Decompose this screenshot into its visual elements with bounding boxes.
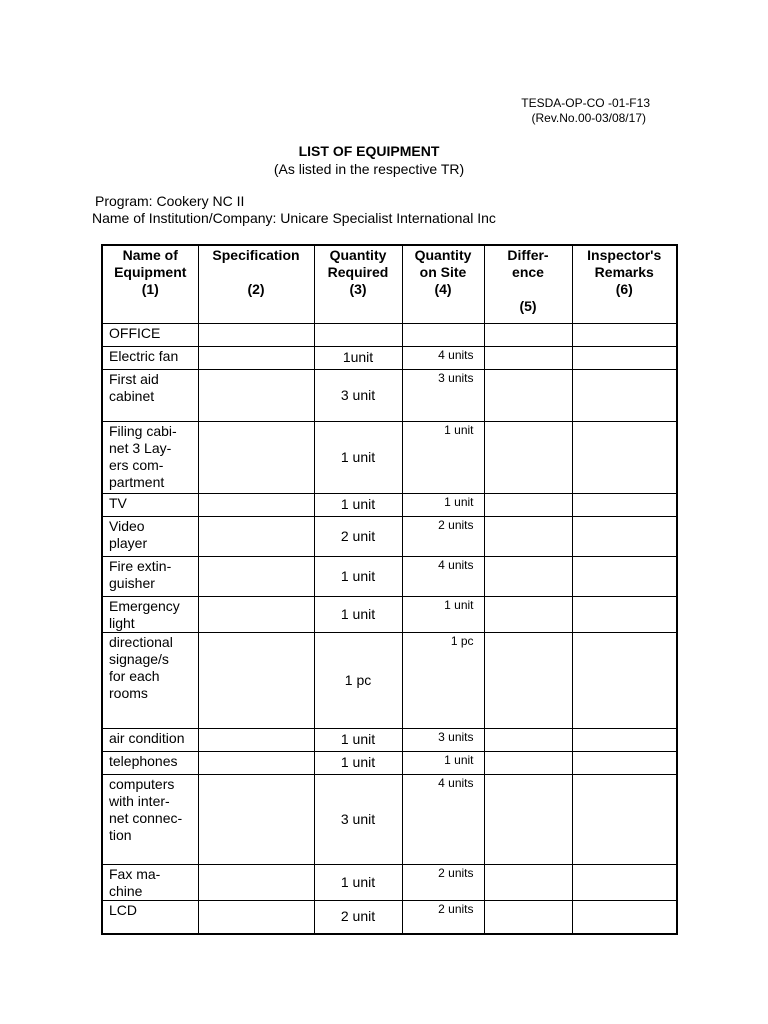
table-row <box>102 323 677 346</box>
inspector-remarks-cell <box>572 900 677 934</box>
quantity-on-site-cell: 1 pc <box>402 632 484 728</box>
table-row <box>102 421 677 493</box>
specification-cell <box>198 774 314 864</box>
equipment-name-cell <box>102 751 198 774</box>
equipment-name-line: net 3 Lay- <box>109 439 172 456</box>
table-row <box>102 493 677 516</box>
quantity-on-site-cell: 4 units <box>402 346 484 369</box>
table-row <box>102 632 677 728</box>
equipment-name-line: with inter- <box>109 792 170 809</box>
inspector-remarks-cell <box>572 516 677 556</box>
page-subtitle: (As listed in the respective TR) <box>273 161 465 177</box>
equipment-name-line: net connec- <box>109 809 183 826</box>
equipment-name-line: First aid <box>109 370 159 387</box>
difference-cell <box>484 346 572 369</box>
quantity-on-site-cell: 1 unit <box>402 751 484 774</box>
inspector-remarks-cell <box>572 369 677 421</box>
quantity-required-cell <box>314 323 402 346</box>
difference-cell <box>484 323 572 346</box>
quantity-on-site-cell: 4 units <box>402 556 484 596</box>
inspector-remarks-cell <box>572 632 677 728</box>
equipment-name-line: computers <box>109 775 175 792</box>
equipment-name-cell <box>102 632 198 728</box>
quantity-on-site-cell: 1 unit <box>402 421 484 493</box>
equipment-name-cell <box>102 323 198 346</box>
specification-cell <box>198 900 314 934</box>
specification-cell <box>198 493 314 516</box>
inspector-remarks-cell <box>572 493 677 516</box>
specification-cell <box>198 346 314 369</box>
equipment-name-line: OFFICE <box>109 324 161 341</box>
inspector-remarks-cell <box>572 596 677 632</box>
quantity-required-cell: 1 pc <box>314 632 402 728</box>
quantity-on-site-cell: 1 unit <box>402 493 484 516</box>
equipment-name-cell <box>102 728 198 751</box>
header-quantity-required: Quantity Required (3) <box>314 245 402 323</box>
difference-cell <box>484 369 572 421</box>
difference-cell <box>484 493 572 516</box>
header-name-of-equipment: Name of Equipment (1) <box>102 245 198 323</box>
equipment-name-line: chine <box>109 882 143 899</box>
table-row <box>102 596 677 632</box>
equipment-name-line: tion <box>109 826 132 843</box>
specification-cell <box>198 323 314 346</box>
header-difference: Differ- ence (5) <box>484 245 572 323</box>
equipment-name-line: partment <box>109 473 165 490</box>
equipment-table <box>101 244 678 935</box>
inspector-remarks-cell <box>572 864 677 900</box>
page-title: LIST OF EQUIPMENT <box>298 143 440 159</box>
quantity-required-cell: 1 unit <box>314 751 402 774</box>
equipment-name-cell <box>102 900 198 934</box>
equipment-name-line: air condition <box>109 729 185 746</box>
difference-cell <box>484 632 572 728</box>
table-row <box>102 900 677 934</box>
table-row <box>102 346 677 369</box>
equipment-name-cell <box>102 774 198 864</box>
quantity-required-cell: 2 unit <box>314 516 402 556</box>
equipment-name-cell <box>102 556 198 596</box>
equipment-name-line: guisher <box>109 574 155 591</box>
equipment-name-cell <box>102 516 198 556</box>
quantity-required-cell: 1 unit <box>314 493 402 516</box>
inspector-remarks-cell <box>572 774 677 864</box>
document-reference <box>0 96 650 126</box>
equipment-name-cell <box>102 596 198 632</box>
equipment-name-line: Emergency <box>109 597 180 614</box>
equipment-name-line: light <box>109 614 135 631</box>
equipment-name-line: telephones <box>109 752 178 769</box>
quantity-required-cell: 3 unit <box>314 369 402 421</box>
table-header-row <box>102 245 677 323</box>
equipment-name-cell <box>102 421 198 493</box>
specification-cell <box>198 516 314 556</box>
document-title-block <box>0 142 768 178</box>
inspector-remarks-cell <box>572 751 677 774</box>
equipment-name-line: LCD <box>109 901 138 918</box>
difference-cell <box>484 421 572 493</box>
difference-cell <box>484 864 572 900</box>
inspector-remarks-cell <box>572 346 677 369</box>
specification-cell <box>198 369 314 421</box>
difference-cell <box>484 728 572 751</box>
equipment-name-line: Fire extin- <box>109 557 172 574</box>
specification-cell <box>198 556 314 596</box>
difference-cell <box>484 774 572 864</box>
quantity-required-cell: 1 unit <box>314 421 402 493</box>
quantity-required-cell: 1unit <box>314 346 402 369</box>
table-row <box>102 369 677 421</box>
equipment-name-line: cabinet <box>109 387 155 404</box>
specification-cell <box>198 864 314 900</box>
table-row <box>102 751 677 774</box>
table-row <box>102 728 677 751</box>
quantity-on-site-cell: 3 units <box>402 728 484 751</box>
inspector-remarks-cell <box>572 323 677 346</box>
quantity-required-cell: 1 unit <box>314 596 402 632</box>
equipment-name-line: Fax ma- <box>109 865 161 882</box>
difference-cell <box>484 751 572 774</box>
equipment-name-line: signage/s <box>109 650 169 667</box>
specification-cell <box>198 421 314 493</box>
difference-cell <box>484 900 572 934</box>
quantity-on-site-cell: 3 units <box>402 369 484 421</box>
equipment-name-line: directional <box>109 633 173 650</box>
equipment-name-cell <box>102 864 198 900</box>
equipment-name-line: Filing cabi- <box>109 422 177 439</box>
equipment-name-line: rooms <box>109 684 148 701</box>
inspector-remarks-cell <box>572 421 677 493</box>
equipment-name-line: for each <box>109 667 160 684</box>
quantity-on-site-cell: 2 units <box>402 516 484 556</box>
inspector-remarks-cell <box>572 556 677 596</box>
doc-code: TESDA-OP-CO -01-F13 <box>521 96 650 110</box>
quantity-required-cell: 1 unit <box>314 728 402 751</box>
table-row <box>102 516 677 556</box>
equipment-name-line: TV <box>109 494 127 511</box>
program-line: Program: Cookery NC II <box>95 193 245 209</box>
specification-cell <box>198 728 314 751</box>
table-row <box>102 774 677 864</box>
revision-number: (Rev.No.00-03/08/17) <box>531 111 646 125</box>
difference-cell <box>484 516 572 556</box>
quantity-on-site-cell: 4 units <box>402 774 484 864</box>
equipment-name-line: ers com- <box>109 456 164 473</box>
header-quantity-on-site: Quantity on Site (4) <box>402 245 484 323</box>
quantity-on-site-cell: 2 units <box>402 900 484 934</box>
specification-cell <box>198 596 314 632</box>
equipment-name-cell <box>102 493 198 516</box>
quantity-required-cell: 2 unit <box>314 900 402 934</box>
equipment-name-line: Video <box>109 517 145 534</box>
header-inspectors-remarks: Inspector's Remarks (6) <box>572 245 677 323</box>
quantity-required-cell: 1 unit <box>314 556 402 596</box>
difference-cell <box>484 596 572 632</box>
quantity-required-cell: 1 unit <box>314 864 402 900</box>
specification-cell <box>198 751 314 774</box>
table-row <box>102 864 677 900</box>
equipment-name-cell <box>102 369 198 421</box>
quantity-on-site-cell: 2 units <box>402 864 484 900</box>
inspector-remarks-cell <box>572 728 677 751</box>
institution-line: Name of Institution/Company: Unicare Specialist International Inc <box>92 210 496 226</box>
table-row <box>102 556 677 596</box>
quantity-on-site-cell <box>402 323 484 346</box>
equipment-name-line: Electric fan <box>109 347 179 364</box>
difference-cell <box>484 556 572 596</box>
quantity-on-site-cell: 1 unit <box>402 596 484 632</box>
equipment-name-line: player <box>109 534 148 551</box>
quantity-required-cell: 3 unit <box>314 774 402 864</box>
equipment-name-cell <box>102 346 198 369</box>
specification-cell <box>198 632 314 728</box>
header-specification: Specification (2) <box>198 245 314 323</box>
